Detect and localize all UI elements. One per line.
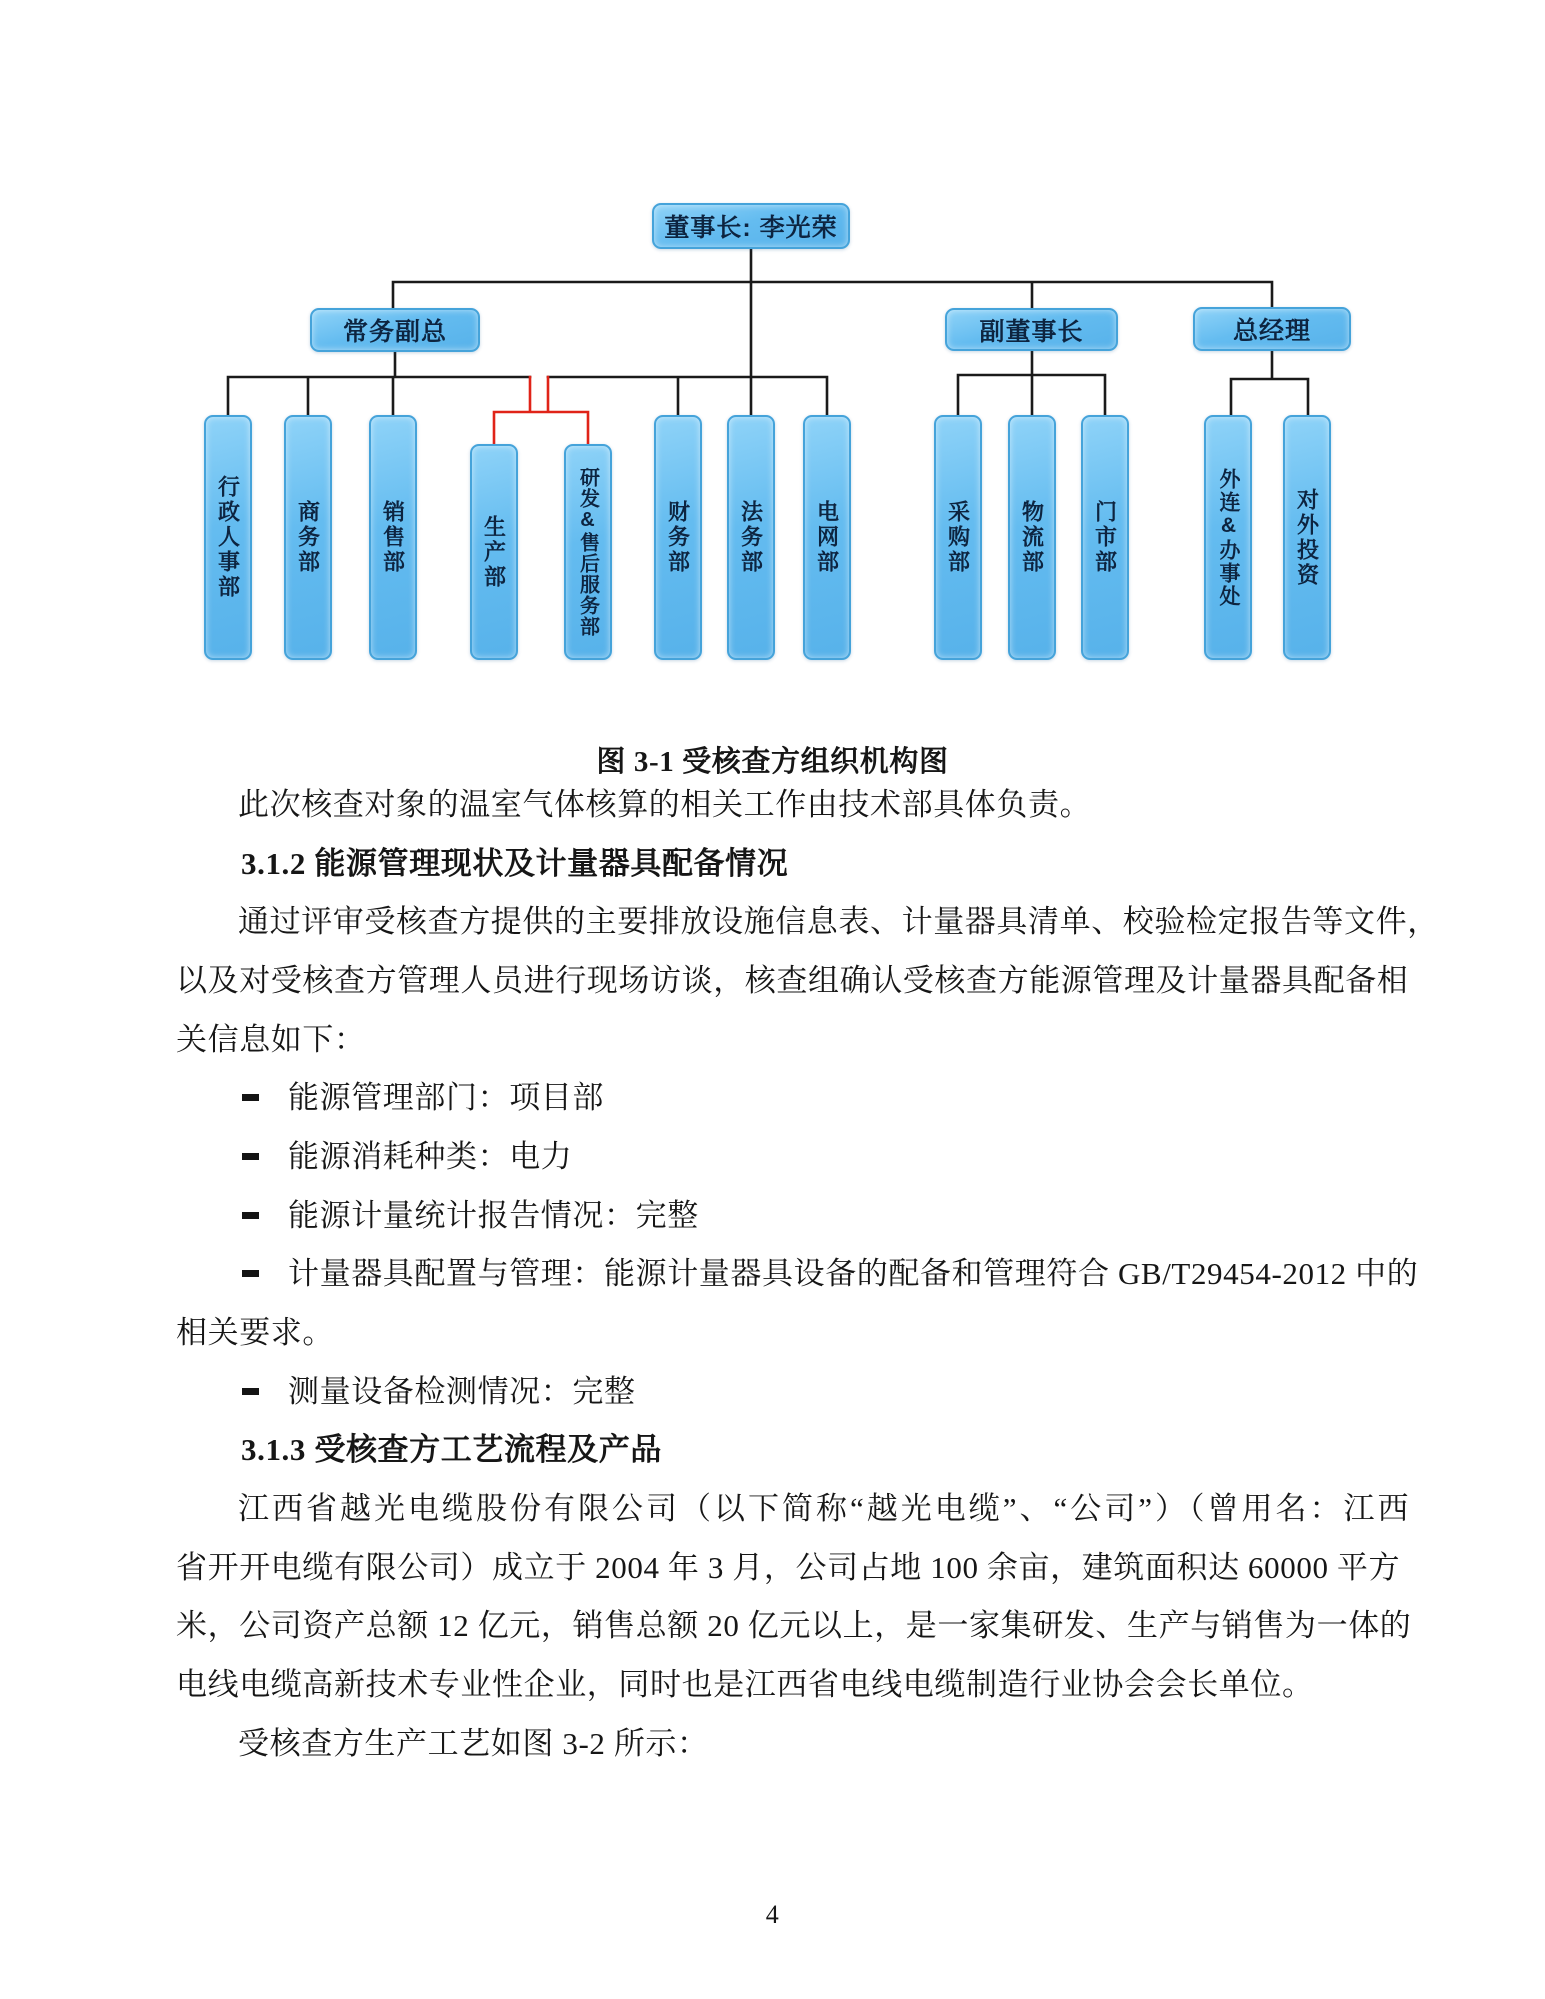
page-number: 4: [765, 1900, 780, 1929]
bullet-dash-icon: [242, 1388, 259, 1395]
bullet-text: 能源管理部门：项目部: [288, 1080, 604, 1115]
section-heading-313: 3.1.3 受核查方工艺流程及产品: [241, 1432, 662, 1467]
body-paragraph-company-line4: 电线电缆高新技术专业性企业，同时也是江西省电线电缆制造行业协会会长单位。: [176, 1667, 1314, 1702]
org-node-executive-vp: 常务副总: [310, 308, 480, 352]
org-chart: [0, 0, 1545, 740]
figure-caption: 图 3-1 受核查方组织机构图: [596, 746, 949, 778]
org-node-dept-sales: 销售部: [369, 415, 417, 660]
body-paragraph-intro: 此次核查对象的温室气体核算的相关工作由技术部具体负责。: [238, 787, 1092, 822]
connector-lines-red: [494, 377, 588, 444]
bullet-text: 能源计量统计报告情况：完整: [288, 1198, 699, 1233]
org-node-chairman: 董事长: 李光荣: [652, 203, 850, 249]
org-node-dept-procurement: 采购部: [934, 415, 982, 660]
bullet-item: [242, 1372, 636, 1412]
org-node-dept-retail: 门市部: [1081, 415, 1129, 660]
bullet-item: [242, 1078, 604, 1118]
body-paragraph-company-line3: 米，公司资产总额 12 亿元，销售总额 20 亿元以上，是一家集研发、生产与销售为一体的: [176, 1608, 1412, 1643]
org-node-vice-chairman: 副董事长: [945, 308, 1118, 351]
org-node-dept-legal: 法务部: [727, 415, 775, 660]
body-paragraph-energy-line3: 关信息如下：: [176, 1022, 366, 1057]
org-node-dept-finance: 财务部: [654, 415, 702, 660]
bullet-dash-icon: [242, 1212, 259, 1219]
bullet-dash-icon: [242, 1153, 259, 1160]
org-node-dept-foreign-investment: 对外投资: [1283, 415, 1331, 660]
body-paragraph-energy-line1: 通过评审受核查方提供的主要排放设施信息表、计量器具清单、校验检定报告等文件，: [238, 904, 1439, 939]
org-node-dept-external-liaison: 外连&办事处: [1204, 415, 1252, 660]
org-node-dept-admin-hr: 行政人事部: [204, 415, 252, 660]
org-node-dept-production: 生产部: [470, 444, 518, 660]
org-node-general-manager: 总经理: [1193, 307, 1351, 351]
bullet-text: 能源消耗种类：电力: [288, 1139, 573, 1174]
org-node-dept-commerce: 商务部: [284, 415, 332, 660]
bullet-text: 计量器具配置与管理：能源计量器具设备的配备和管理符合 GB/T29454-2012 中的: [288, 1256, 1419, 1291]
body-paragraph-company-line2: 省开开电缆有限公司）成立于 2004 年 3 月，公司占地 100 余亩，建筑面积达 60000 平方: [176, 1550, 1401, 1585]
bullet-continuation: 相关要求。: [176, 1315, 334, 1350]
org-node-dept-rnd-aftersales: 研发&售后服务部: [564, 444, 612, 660]
bullet-item: [242, 1196, 699, 1236]
bullet-item: [242, 1254, 1418, 1294]
bullet-text: 测量设备检测情况：完整: [288, 1374, 636, 1409]
bullet-item: [242, 1137, 572, 1177]
section-heading-312: 3.1.2 能源管理现状及计量器具配备情况: [241, 846, 789, 881]
bullet-dash-icon: [242, 1270, 259, 1277]
org-node-dept-power-grid: 电网部: [803, 415, 851, 660]
body-paragraph-energy-line2: 以及对受核查方管理人员进行现场访谈，核查组确认受核查方能源管理及计量器具配备相: [176, 963, 1409, 998]
bullet-dash-icon: [242, 1094, 259, 1101]
body-paragraph-company-line1: 江西省越光电缆股份有限公司（以下简称“越光电缆”、“公司”）（曾用名：江西: [238, 1491, 1412, 1526]
org-node-dept-logistics: 物流部: [1008, 415, 1056, 660]
body-paragraph-process: 受核查方生产工艺如图 3-2 所示：: [238, 1726, 709, 1761]
